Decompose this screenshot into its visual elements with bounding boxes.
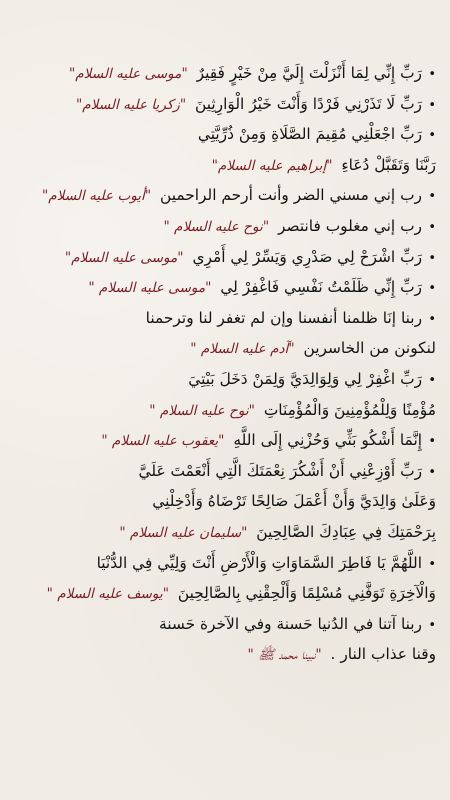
dua-attribution: "آدم عليه السلام " — [190, 341, 295, 358]
dua-text: ربنا إنَا ظلمنا أنفسنا وإن لم تغفر لنا وترحمنا — [145, 308, 422, 327]
bullet-icon: • — [428, 617, 436, 633]
bullet-icon: • — [428, 250, 436, 266]
dua-attribution: "زكريا عليه السلام" — [75, 96, 187, 113]
dua-line-13 — [14, 425, 436, 456]
dua-text: رَبِّ اشْرَحْ لِي صَدْرِي وَيَسِّرْ لِي أَمْرِي — [192, 247, 422, 266]
dua-line-16 — [14, 517, 436, 548]
dua-line-11 — [14, 364, 436, 395]
dua-line-10 — [14, 333, 436, 364]
bullet-icon: • — [428, 556, 436, 572]
dua-attribution: "نوح عليه السلام " — [163, 218, 270, 235]
dua-line-17 — [14, 548, 436, 579]
dua-text: وَالْآخِرَةِ تَوَفَّنِي مُسْلِمًا وَأَلْحِقْنِي بِالصَّالِحِينَ — [177, 584, 436, 603]
dua-text: رَبِّ لَا تَذَرْنِي فَرْدًا وَأَنْتَ خَيْرُ الْوَارِثِينَ — [195, 94, 422, 113]
dua-attribution: "موسى عليه السلام" — [68, 66, 188, 82]
dua-text: رَبِّ إِنِّي ظَلَمْتُ نَفْسِي فَاغْفِرْ لِي — [220, 278, 422, 297]
dua-line-5 — [14, 180, 436, 211]
dua-attribution: "يوسف عليه السلام " — [46, 586, 169, 603]
dua-line-14 — [14, 456, 436, 487]
dua-line-7 — [14, 242, 436, 273]
dua-text: اللَّهُمَّ يَا فَاطِرَ السَّمَاوَاتِ وَالْأَرْضِ أَنْتَ وَلِيِّي فِي الدُّنْيَا — [96, 553, 422, 572]
dua-line-8 — [14, 272, 436, 303]
dua-attribution: "أيوب عليه السلام" — [41, 188, 152, 205]
dua-attribution: "موسى عليه السلام" — [64, 249, 184, 266]
bullet-icon: • — [428, 189, 436, 205]
dua-list — [14, 58, 436, 670]
dua-attribution: "نبينا محمد ﷺ " — [247, 647, 322, 664]
dua-attribution: "يعقوب عليه السلام " — [101, 433, 225, 450]
bullet-icon: • — [428, 281, 436, 297]
dua-line-2 — [14, 89, 436, 120]
dua-text: مُؤْمِنًا وَلِلْمُؤْمِنِينَ وَالْمُؤْمِنَاتِ — [263, 400, 436, 419]
bullet-icon: • — [428, 311, 436, 327]
dua-line-9 — [14, 303, 436, 334]
bullet-icon: • — [428, 128, 436, 144]
dua-text: رَبِّ إِنِّي لِمَا أَنْزَلْتَ إِلَيَّ مِنْ خَيْرٍ فَقِيرٌ — [196, 64, 422, 82]
dua-line-3 — [14, 119, 436, 150]
dua-line-4 — [14, 150, 436, 181]
dua-text: رَبِّ اغْفِرْ لِي وَلِوَالِدَيَّ وَلِمَنْ دَخَلَ بَيْتِيَ — [188, 369, 422, 388]
dua-attribution: "موسى عليه السلام " — [88, 280, 212, 297]
dua-text: وَعَلَىٰ وَالِدَيَّ وَأَنْ أَعْمَلَ صَالِحًا تَرْضَاهُ وَأَدْخِلْنِي — [152, 492, 436, 511]
bullet-icon: • — [428, 67, 436, 82]
dua-text: رَبَّنَا وَتَقَبَّلْ دُعَاءِ — [341, 155, 436, 174]
dua-attribution: "نوح عليه السلام " — [149, 402, 255, 419]
dua-attribution: "سليمان عليه السلام " — [119, 524, 248, 541]
dua-line-6 — [14, 211, 436, 242]
dua-text: لنكونن من الخاسرين — [303, 339, 436, 358]
dua-line-19 — [14, 609, 436, 640]
dua-line-15 — [14, 486, 436, 517]
dua-text: رَبِّ اجْعَلْنِي مُقِيمَ الصَّلَاةِ وَمِنْ ذُرِّيَّتِي — [197, 125, 422, 144]
dua-text: رَبِّ أَوْزِعْنِي أَنْ أَشْكُرَ نِعْمَتَكَ الَّتِي أَنْعَمْتَ عَلَيَّ — [138, 461, 422, 480]
bullet-icon: • — [428, 434, 436, 450]
dua-line-18 — [14, 578, 436, 609]
bullet-icon: • — [428, 97, 436, 113]
dua-text: رب إني مغلوب فانتصر — [277, 216, 422, 235]
bullet-icon: • — [428, 372, 436, 388]
bullet-icon: • — [428, 219, 436, 235]
dua-text: وقنا عذاب النار . — [330, 645, 436, 664]
dua-text: بِرَحْمَتِكَ فِي عِبَادِكَ الصَّالِحِينَ — [256, 522, 436, 541]
dua-text: ربنا آتنا في الدُنيا حَسنة وفي الآخرة حَسنة — [158, 614, 422, 633]
dua-text: إِنَّمَا أَشْكُو بَثِّي وَحُزْنِي إِلَى اللَّهِ — [233, 431, 422, 450]
dua-line-1 — [14, 58, 436, 89]
dua-line-12 — [14, 395, 436, 426]
dua-line-20 — [14, 639, 436, 670]
dua-text: رب إني مسني الضر وأنت أرحم الراحمين — [160, 186, 422, 205]
dua-attribution: "إبراهيم عليه السلام" — [211, 157, 333, 174]
bullet-icon: • — [428, 464, 436, 480]
